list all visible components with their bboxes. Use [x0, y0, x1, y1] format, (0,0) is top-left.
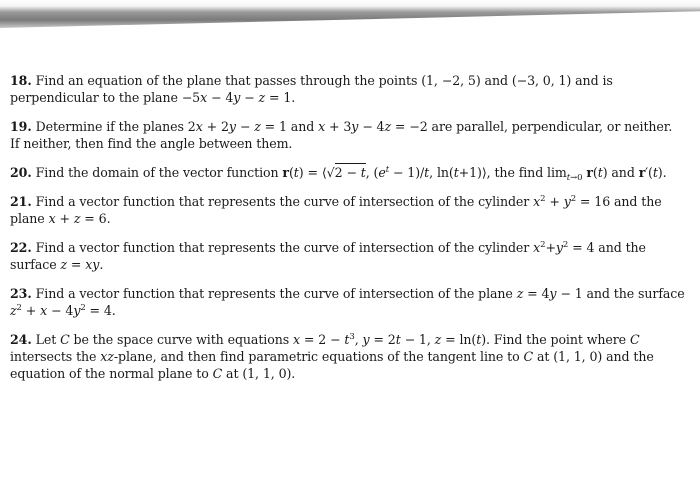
page-top-edge [0, 0, 700, 28]
problem-number: 23. [10, 286, 32, 301]
problem-list [10, 72, 685, 394]
problem-19: 19. Determine if the planes 2x + 2y − z = 1 and x + 3y − 4z = −2 are parallel, perpendicular, or neither. If neither, then find the angle between them. [10, 119, 673, 151]
problem-24: 24. Let C be the space curve with equations $x = 2 - t^3$, y = 2t − 1, z = ln(t). Find the point where C intersects the xz-plane, and then find parametric equations of the tangent line to C at (1, 1, 0) and the equation of the normal plane to C at (1, 1, 0). [10, 332, 654, 381]
problem-number: 19. [10, 119, 32, 134]
problem-18: 18. Find an equation of the plane that passes through the points (1, −2, 5) and (−3, 0, 1) and is perpendicular to the plane −5x − 4y − z = 1. [10, 73, 613, 105]
problem-number: 24. [10, 332, 32, 347]
problem-23: 23. Find a vector function that represents the curve of intersection of the plane z = 4y − 1 and the surface $z^2 + x - 4y^2 = 4$. [10, 286, 685, 318]
problem-number: 21. [10, 194, 32, 209]
problem-20: 20. Find the domain of the vector function r(t) = ⟨√2 − t, $(e^t - 1)/t$, ln(t+1)⟩, the find $\lim_{t\to 0} r(t)$ and r′(t). [10, 165, 667, 183]
problem-22: 22. Find a vector function that represents the curve of intersection of the cylinder $x^2+y^2 = 4$ and the surface z = xy. [10, 240, 646, 272]
problem-21: 21. Find a vector function that represents the curve of intersection of the cylinder $x^2 + y^2 = 16$ and the plane x + z = 6. [10, 194, 662, 226]
problem-number: 22. [10, 240, 32, 255]
problem-number: 18. [10, 73, 32, 88]
problem-number: 20. [10, 165, 32, 180]
